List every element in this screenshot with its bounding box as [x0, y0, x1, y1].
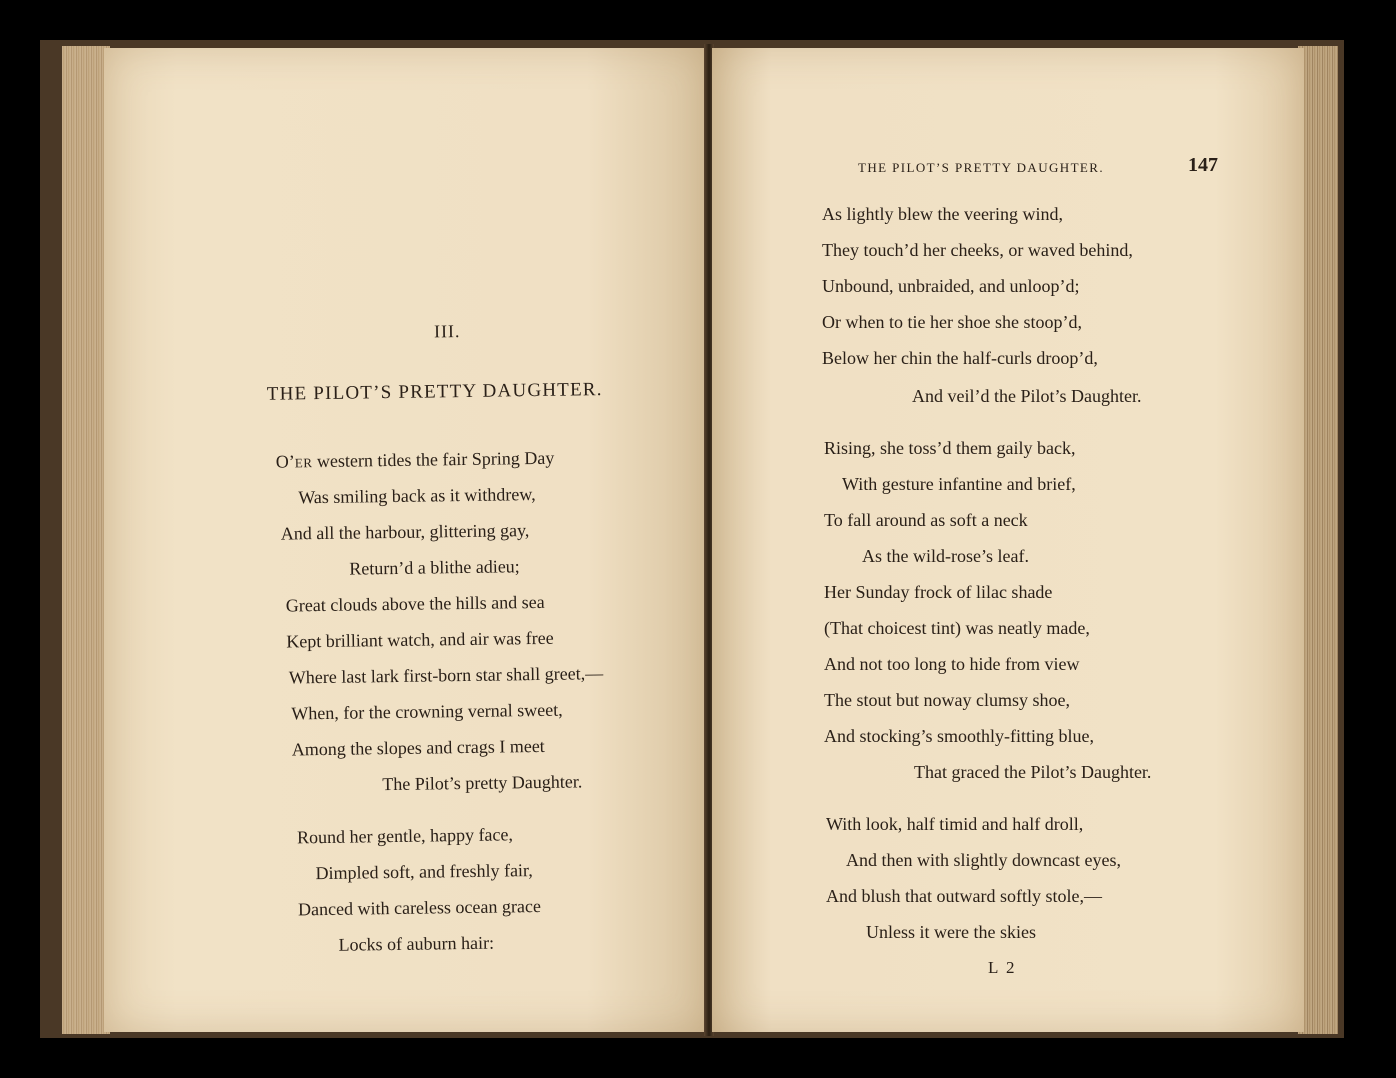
verse-line: To fall around as soft a neck [824, 510, 1028, 530]
verse-line: Was smiling back as it withdrew, [298, 484, 536, 508]
verse-line: Rising, she toss’d them gaily back, [824, 438, 1076, 458]
verse-line: When, for the crowning vernal sweet, [291, 699, 563, 724]
verse-line: Locks of auburn hair: [338, 932, 495, 955]
left-page-content [104, 40, 722, 1032]
verse-line: Her Sunday frock of lilac shade [824, 582, 1053, 602]
page-edges-left [62, 46, 110, 1034]
poem-title: THE PILOT’S PRETTY DAUGHTER. [266, 379, 603, 405]
verse-line: Return’d a blithe adieu; [349, 556, 520, 579]
verse-line: As lightly blew the veering wind, [822, 204, 1063, 224]
page-number: 147 [1188, 154, 1218, 176]
small-caps-word: ER [294, 455, 313, 471]
page-edges-right [1298, 46, 1338, 1034]
verse-line: With gesture infantine and brief, [842, 474, 1076, 494]
verse-line: With look, half timid and half droll, [826, 814, 1084, 834]
verse-line: The Pilot’s pretty Daughter. [382, 771, 583, 795]
verse-line: (That choicest tint) was neatly made, [824, 618, 1090, 638]
drop-initial: O’ [275, 451, 295, 472]
signature-mark: L 2 [988, 958, 1017, 977]
verse-line: Below her chin the half-curls droop’d, [822, 348, 1098, 368]
verse-line: Dimpled soft, and freshly fair, [315, 860, 533, 884]
verse-line: And then with slightly downcast eyes, [846, 850, 1121, 870]
verse-line: Or when to tie her shoe she stoop’d, [822, 312, 1082, 332]
verse-line: Among the slopes and crags I meet [291, 735, 545, 760]
verse-line: Where last lark first-born star shall greet,— [288, 663, 604, 688]
verse-line: And veil’d the Pilot’s Daughter. [912, 386, 1142, 406]
verse-line: Kept brilliant watch, and air was free [286, 627, 554, 652]
verse-line: Round her gentle, happy face, [296, 824, 514, 848]
verse-line: That graced the Pilot’s Daughter. [914, 762, 1152, 782]
right-page [712, 48, 1304, 1032]
section-number: III. [433, 321, 461, 342]
verse-line: O’ER western tides the fair Spring Day [275, 447, 555, 472]
verse-line: And stocking’s smoothly-fitting blue, [824, 726, 1094, 746]
verse-line: As the wild-rose’s leaf. [862, 546, 1029, 566]
verse-line: The stout but noway clumsy shoe, [824, 690, 1070, 710]
verse-line: And all the harbour, glittering gay, [280, 520, 530, 544]
verse-line: They touch’d her cheeks, or waved behind, [822, 240, 1133, 260]
verse-line: Unbound, unbraided, and unloop’d; [822, 276, 1080, 296]
verse-line: Great clouds above the hills and sea [285, 591, 545, 616]
verse-line: Danced with careless ocean grace [297, 895, 542, 920]
verse-line: Unless it were the skies [866, 922, 1036, 942]
verse-line: And blush that outward softly stole,— [826, 886, 1102, 906]
running-head: THE PILOT’S PRETTY DAUGHTER. [858, 160, 1104, 175]
verse-line: And not too long to hide from view [824, 654, 1080, 674]
left-page [104, 48, 708, 1032]
